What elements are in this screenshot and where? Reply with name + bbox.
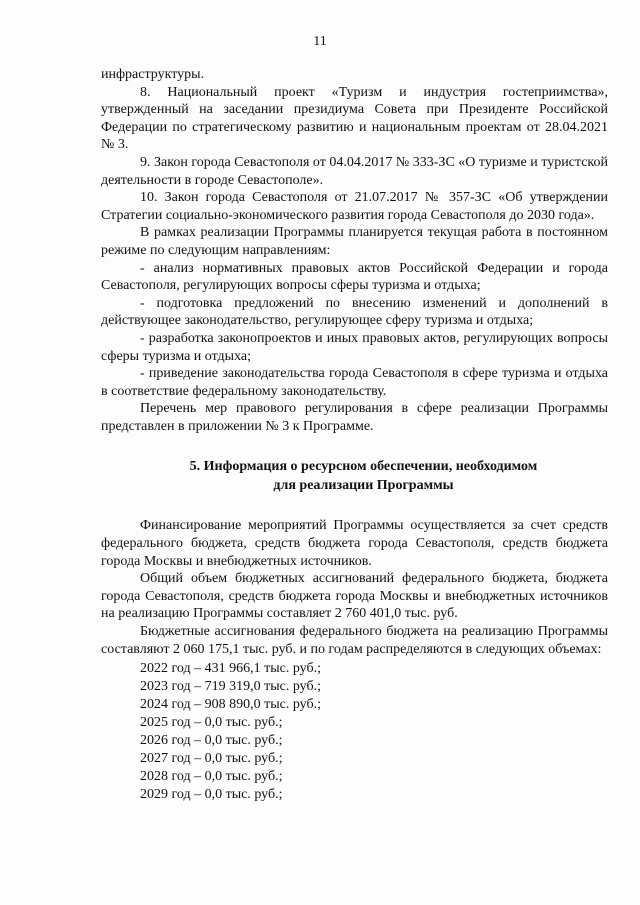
section-heading-line: для реализации Программы (273, 478, 454, 494)
paragraph: 8. Национальный проект «Туризм и индустрия гостеприимства», утвержденный на заседании президиума Совета при Президенте Российской Федерации по стратегическому развитию и национальным проектам от 28.04.2021 № 3. (101, 84, 608, 153)
page-number: 11 (313, 34, 327, 49)
list-item: 2029 год – 0,0 тыс. руб.; (140, 787, 283, 803)
paragraph: инфраструктуры. (101, 67, 205, 82)
section-heading-line: 5. Информация о ресурсном обеспечении, необходимом (189, 459, 538, 475)
document-body (101, 66, 608, 804)
list-item: 2028 год – 0,0 тыс. руб.; (140, 769, 283, 785)
list-item: 2024 год – 908 890,0 тыс. руб.; (140, 697, 321, 713)
section-heading (101, 457, 608, 495)
list-item: - анализ нормативных правовых актов Российской Федерации и города Севастополя, регулирующих вопросы сферы туризма и отдыха; (101, 260, 608, 294)
list-item: 2025 год – 0,0 тыс. руб.; (140, 715, 283, 731)
paragraph: Общий объем бюджетных ассигнований федерального бюджета, бюджета города Севастополя, средств бюджета города Москвы и внебюджетных источников на реализацию Программы составляет 2 760 401,0 тыс. руб. (101, 571, 608, 622)
paragraph: 9. Закон города Севастополя от 04.04.2017 № 333-ЗС «О туризме и туристской деятельности в городе Севастополе». (101, 154, 608, 188)
list-item: 2023 год – 719 319,0 тыс. руб.; (140, 679, 321, 695)
paragraph: Финансирование мероприятий Программы осуществляется за счет средств федерального бюджета, средств бюджета города Севастополя, средств бюджета города Москвы и внебюджетных источников. (101, 518, 608, 569)
list-item: - разработка законопроектов и иных правовых актов, регулирующих вопросы сферы туризма и отдыха; (101, 330, 608, 364)
paragraph: Бюджетные ассигнования федерального бюджета на реализацию Программы составляют 2 060 175,1 тыс. руб. и по годам распределяются в следующих объемах: (101, 624, 608, 657)
list-item: 2027 год – 0,0 тыс. руб.; (140, 751, 283, 767)
list-item: 2026 год – 0,0 тыс. руб.; (140, 733, 283, 749)
yearly-budget-list (101, 660, 608, 804)
list-item: 2022 год – 431 966,1 тыс. руб.; (140, 661, 321, 677)
paragraph: В рамках реализации Программы планируется текущая работа в постоянном режиме по следующим направлениям: (101, 225, 608, 258)
list-item: - приведение законодательства города Севастополя в сфере туризма и отдыха в соответствие федеральному законодательству. (101, 366, 608, 399)
paragraph: 10. Закон города Севастополя от 21.07.2017 № 357-ЗС «Об утверждении Стратегии социально-экономического развития города Севастополя до 2030 года». (101, 190, 608, 223)
list-item: - подготовка предложений по внесению изменений и дополнений в действующее законодательство, регулирующее сферу туризма и отдыха; (101, 295, 608, 329)
appendix-note: Перечень мер правового регулирования в сфере реализации Программы представлен в приложении № 3 к Программе. (101, 401, 608, 434)
